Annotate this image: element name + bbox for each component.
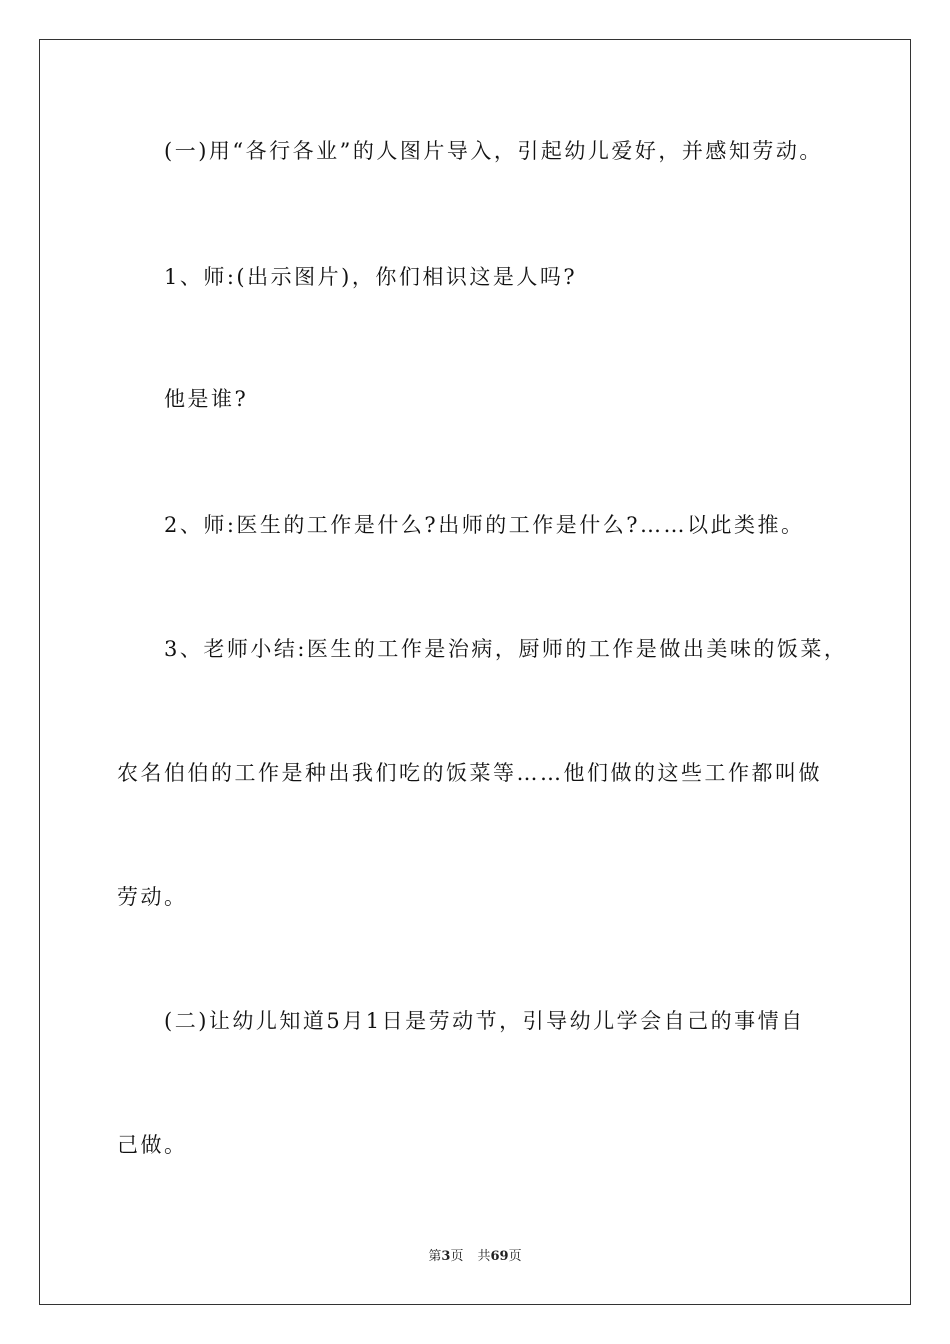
paragraph-line-5: 3、老师小结:医生的工作是治病，厨师的工作是做出美味的饭菜， (164, 637, 848, 661)
paragraph-line-7: 劳动。 (117, 885, 188, 909)
footer-page-number: 3 (441, 1249, 451, 1264)
paragraph-line-2: 1、师:(出示图片)，你们相识这是人吗? (164, 265, 578, 289)
paragraph-line-6: 农名伯伯的工作是种出我们吃的饭菜等……他们做的这些工作都叫做 (117, 761, 822, 785)
footer-page-prefix: 第 (428, 1249, 442, 1264)
footer-total-pages: 69 (490, 1249, 509, 1264)
footer-page-suffix: 页 (450, 1249, 464, 1264)
paragraph-line-1: (一)用“各行各业”的人图片导入，引起幼儿爱好，并感知劳动。 (164, 139, 823, 163)
paragraph-line-9: 己做。 (117, 1133, 188, 1157)
page-footer (0, 1248, 950, 1266)
page-border (39, 39, 911, 1305)
paragraph-line-8: (二)让幼儿知道5月1日是劳动节，引导幼儿学会自己的事情自 (164, 1009, 805, 1033)
footer-total-suffix: 页 (508, 1249, 522, 1264)
paragraph-line-4: 2、师:医生的工作是什么?出师的工作是什么?……以此类推。 (164, 513, 805, 537)
footer-total-prefix: 共 (477, 1249, 491, 1264)
paragraph-line-3: 他是谁? (164, 387, 249, 411)
